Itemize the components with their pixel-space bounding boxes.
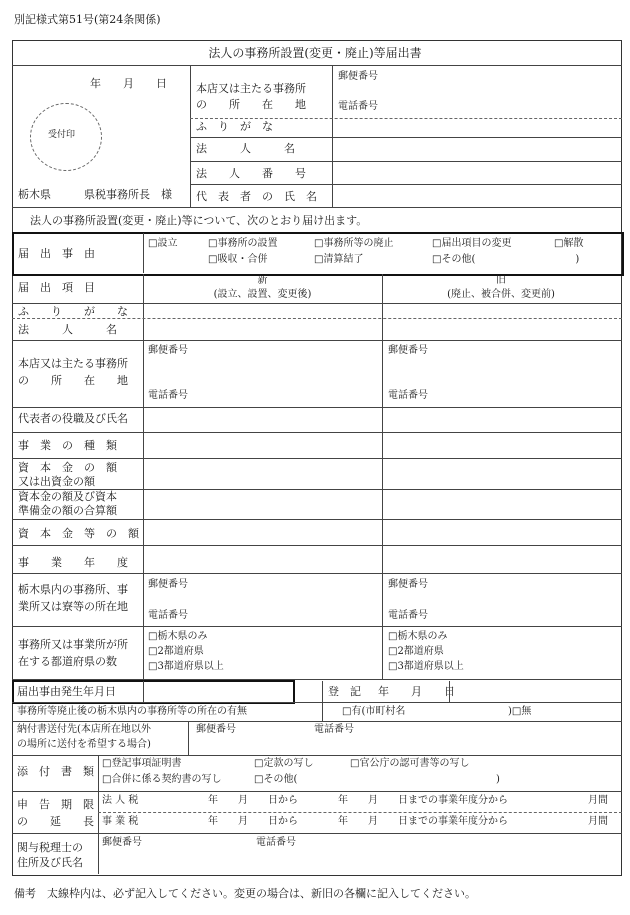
business-type-label: 事 業 の 種 類 (18, 439, 117, 452)
pref-old-two[interactable]: □2都道府県 (388, 646, 444, 657)
extension-label-1: 申 告 期 限 (17, 798, 94, 811)
top-corp-number-label: 法 人 番 号 (196, 167, 306, 180)
capital-etc-label: 資 本 金 等 の 額 (18, 527, 139, 540)
abolition-yes[interactable]: □有(市町村名 (342, 706, 406, 717)
item-label: 届 出 項 目 (18, 281, 95, 294)
new-head: 新 (257, 275, 268, 286)
accountant-phone-label: 電話番号 (256, 837, 296, 848)
reason-merger[interactable]: □吸収・合併 (208, 254, 268, 265)
capital-label-2: 又は出資金の額 (18, 475, 95, 488)
delivery-phone-label: 電話番号 (314, 724, 354, 735)
capital-total-label-1: 資本金の額及び資本 (18, 490, 117, 503)
attachments-label: 添 付 書 類 (17, 765, 94, 778)
extension-business-tax-months: 月間 (588, 816, 608, 827)
corporation-label: 法 人 名 (18, 323, 117, 336)
capital-label-1: 資 本 金 の 額 (18, 461, 117, 474)
extension-corp-tax-period: 年 月 日から 年 月 日までの事業年度分から (208, 795, 508, 806)
reason-office-setup[interactable]: □事務所の設置 (208, 238, 278, 249)
abolition-label: 事務所等廃止後の栃木県内の事務所等の所在の有無 (17, 706, 247, 717)
form-code: 別記様式第51号(第24条関係) (14, 13, 161, 26)
old-head-sub: (廃止、被合併、変更前) (447, 289, 555, 300)
top-head-office-label-1: 本店又は主たる事務所 (196, 82, 306, 95)
registration-label: 登 記 (328, 685, 361, 698)
extension-corp-tax-months: 月間 (588, 795, 608, 806)
new-postal-label: 郵便番号 (148, 345, 188, 356)
head-office-label-1: 本店又は主たる事務所 (18, 357, 128, 370)
attach-registry-cert[interactable]: □登記事項証明書 (102, 758, 182, 769)
date-label: 年 月 日 (90, 77, 167, 90)
pref-old-tochigi-only[interactable]: □栃木県のみ (388, 631, 448, 642)
reason-label: 届 出 事 由 (18, 247, 95, 260)
attach-merger-contract[interactable]: □合併に係る契約書の写し (102, 774, 222, 785)
attach-articles-copy[interactable]: □定款の写し (254, 758, 314, 769)
pref-new-tochigi-only[interactable]: □栃木県のみ (148, 631, 208, 642)
form-title: 法人の事務所設置(変更・廃止)等届出書 (208, 46, 422, 60)
intro-text: 法人の事務所設置(変更・廃止)等について、次のとおり届け出ます。 (30, 214, 368, 227)
accountant-postal-label: 郵便番号 (102, 837, 142, 848)
reason-liquidation[interactable]: □清算結了 (314, 254, 364, 265)
top-representative-label: 代 表 者 の 氏 名 (196, 190, 317, 203)
top-phone-label: 電話番号 (338, 101, 378, 112)
tochigi-old-postal-label: 郵便番号 (388, 579, 428, 590)
head-office-label-2: の 所 在 地 (18, 374, 128, 387)
top-corporation-label: 法 人 名 (196, 142, 295, 155)
pref-new-two[interactable]: □2都道府県 (148, 646, 204, 657)
event-date-label: 届出事由発生年月日 (17, 685, 116, 698)
rep-title-label: 代表者の役職及び氏名 (18, 412, 128, 425)
extension-corp-tax: 法 人 税 (102, 795, 139, 806)
delivery-postal-label: 郵便番号 (196, 724, 236, 735)
pref-new-three-plus[interactable]: □3都道府県以上 (148, 661, 224, 672)
reason-dissolution[interactable]: □解散 (554, 238, 584, 249)
attach-other[interactable]: □その他( (254, 774, 298, 785)
top-head-office-label-2: の 所 在 地 (196, 98, 306, 111)
tochigi-old-phone-label: 電話番号 (388, 610, 428, 621)
old-postal-label: 郵便番号 (388, 345, 428, 356)
reason-establishment[interactable]: □設立 (148, 238, 178, 249)
new-head-sub: (設立、設置、変更後) (213, 289, 312, 300)
prefectures-label-1: 事務所又は事業所が所 (18, 638, 128, 651)
prefectures-label-2: 在する都道府県の数 (18, 655, 117, 668)
reason-office-abolition[interactable]: □事務所等の廃止 (314, 238, 394, 249)
old-phone-label: 電話番号 (388, 390, 428, 401)
extension-label-2: の 延 長 (17, 815, 94, 828)
tochigi-office-label-2: 業所又は寮等の所在地 (18, 600, 128, 613)
accountant-label-2: 住所及び氏名 (17, 856, 83, 869)
abolition-no[interactable]: )□無 (508, 706, 532, 717)
extension-business-tax: 事 業 税 (102, 816, 139, 827)
attach-permit-copy[interactable]: □官公庁の認可書等の写し (350, 758, 470, 769)
fiscal-year-label: 事 業 年 度 (18, 556, 128, 569)
tochigi-new-phone-label: 電話番号 (148, 610, 188, 621)
registration-date: 年 月 日 (378, 685, 455, 698)
new-phone-label: 電話番号 (148, 390, 188, 401)
tochigi-new-postal-label: 郵便番号 (148, 579, 188, 590)
attach-other-close: ) (496, 774, 500, 785)
tochigi-office-label-1: 栃木県内の事務所、事 (18, 583, 128, 596)
delivery-label-2: の場所に送付を希望する場合) (17, 739, 151, 750)
pref-old-three-plus[interactable]: □3都道府県以上 (388, 661, 464, 672)
extension-business-tax-period: 年 月 日から 年 月 日までの事業年度分から (208, 816, 508, 827)
top-furigana-label: ふ り が な (196, 120, 273, 133)
addressee: 栃木県 県税事務所長 様 (18, 188, 172, 201)
receipt-stamp-label: 受付印 (48, 130, 76, 140)
footnote: 備考 太線枠内は、必ず記入してください。変更の場合は、新旧の各欄に記入してください。 (14, 887, 476, 900)
capital-total-label-2: 準備金の額の合算額 (18, 504, 117, 517)
reason-item-change[interactable]: □届出項目の変更 (432, 238, 512, 249)
delivery-label-1: 納付書送付先(本店所在地以外 (17, 724, 151, 735)
accountant-label-1: 関与税理士の (17, 841, 83, 854)
furigana-label: ふ り が な (18, 305, 128, 318)
top-postal-code-label: 郵便番号 (338, 71, 378, 82)
reason-other[interactable]: □その他( ) (432, 254, 580, 265)
old-head: 旧 (496, 275, 506, 286)
